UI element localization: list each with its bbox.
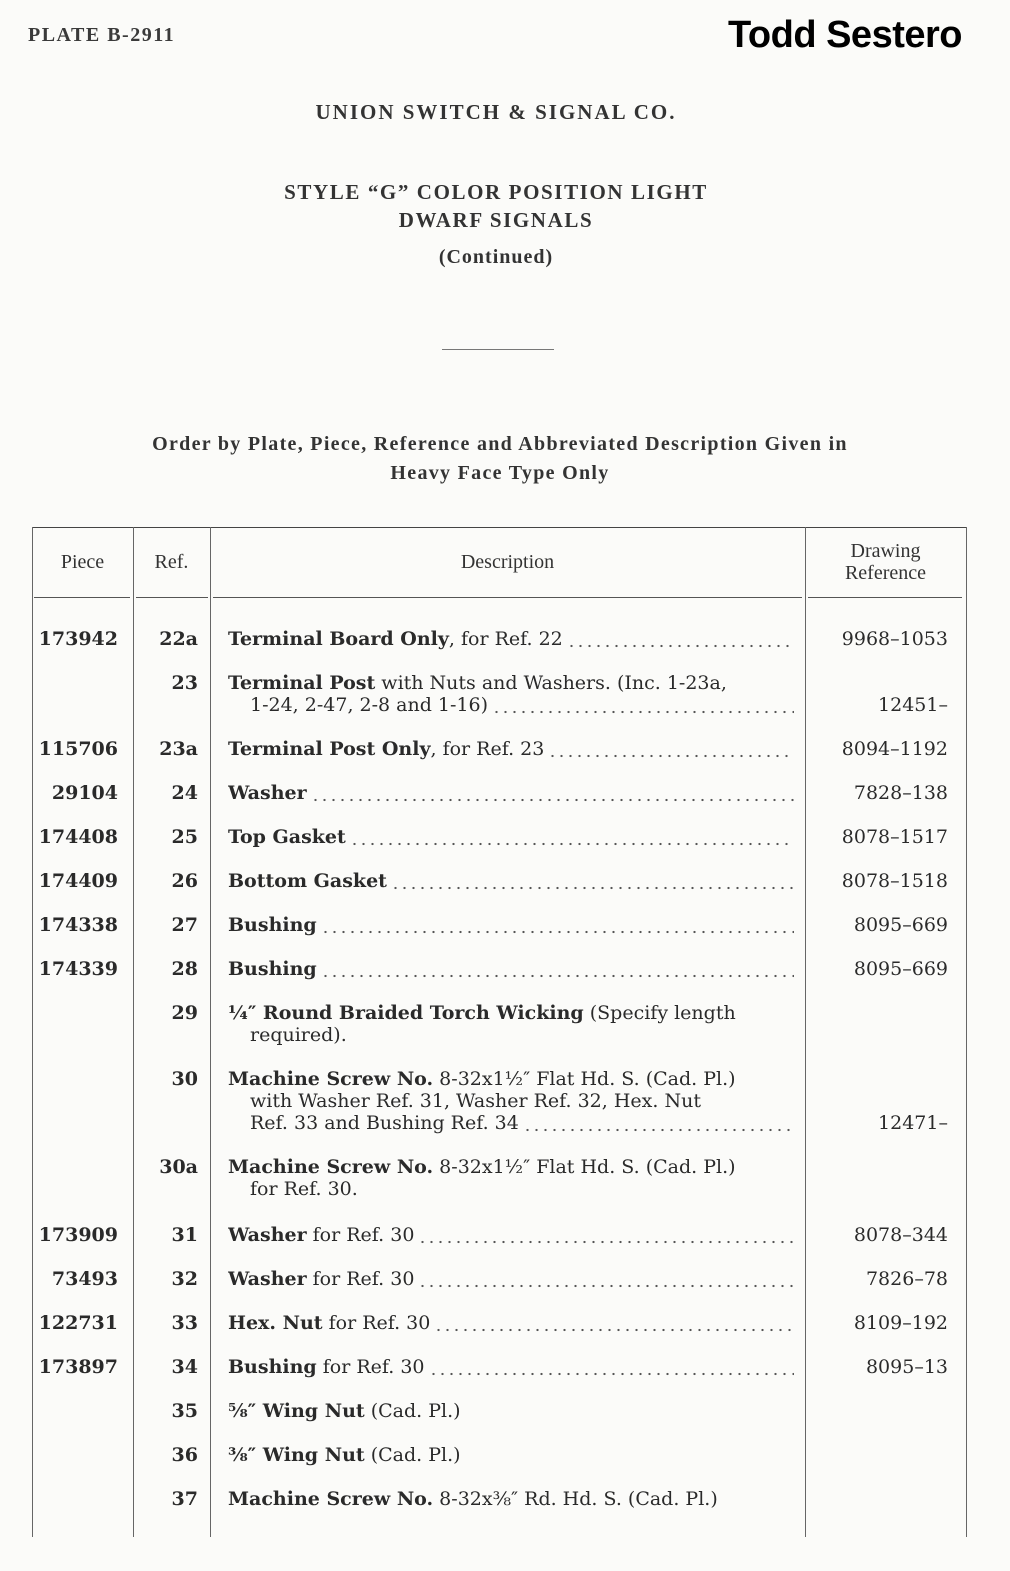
piece-number: 122731 <box>38 1312 118 1334</box>
ref-number: 36 <box>171 1444 198 1466</box>
description-rest: for Ref. 30 <box>306 1224 415 1246</box>
description <box>228 914 794 936</box>
description-bold: Top Gasket <box>228 826 346 848</box>
drawing-reference: 8078–1517 <box>841 826 948 848</box>
description <box>228 672 794 716</box>
description-bold: Bushing <box>228 958 317 980</box>
drawing-reference: 8078–1518 <box>841 870 948 892</box>
drawing-reference: 7826–78 <box>865 1268 948 1290</box>
document-title-line2: DWARF SIGNALS <box>398 208 594 232</box>
drawing-reference: 12451– <box>878 694 948 716</box>
description-bold: Washer <box>228 1268 307 1290</box>
description <box>228 870 794 892</box>
description-bold: Machine Screw No. <box>228 1156 434 1178</box>
description-bold: ⅝″ Wing Nut <box>228 1400 365 1422</box>
ref-number: 30 <box>171 1068 198 1090</box>
ref-number: 27 <box>171 914 198 936</box>
description-bold: Hex. Nut <box>228 1312 323 1334</box>
description-bold: Machine Screw No. <box>228 1488 434 1510</box>
column-header-description: Description <box>460 551 555 573</box>
divider-rule <box>442 349 554 350</box>
dot-leader <box>321 958 794 980</box>
description-bold: Washer <box>228 782 307 804</box>
description <box>228 1444 794 1466</box>
column-divider <box>805 527 806 1537</box>
piece-number: 173897 <box>38 1356 118 1378</box>
order-instructions <box>60 430 940 488</box>
dot-leader <box>391 870 794 892</box>
ref-number: 29 <box>171 1002 198 1024</box>
description-bold: Bushing <box>228 1356 317 1378</box>
order-instructions-line2: Heavy Face Type Only <box>390 462 610 484</box>
drawing-reference: 8109–192 <box>853 1312 948 1334</box>
ref-number: 30a <box>159 1156 198 1178</box>
piece-number: 29104 <box>51 782 118 804</box>
description <box>228 1488 794 1510</box>
description-rest: 8-32x1½″ Flat Hd. S. (Cad. Pl.) <box>433 1156 736 1178</box>
description-rest: , for Ref. 22 <box>448 628 563 650</box>
description <box>228 958 794 980</box>
ref-number: 23 <box>171 672 198 694</box>
drawing-reference: 8078–344 <box>853 1224 948 1246</box>
table-right-border <box>966 527 967 1537</box>
description-bold: ¼″ Round Braided Torch Wicking <box>228 1002 584 1024</box>
drawing-reference: 7828–138 <box>853 782 948 804</box>
description-rest: with Nuts and Washers. (Inc. 1-23a, <box>375 672 727 694</box>
column-header-piece: Piece <box>60 551 105 573</box>
dot-leader <box>548 738 794 760</box>
description <box>228 1156 794 1200</box>
description-continuation: for Ref. 30. <box>250 1178 358 1200</box>
dot-leader <box>492 694 794 716</box>
dot-leader <box>434 1312 794 1334</box>
description-rest: 8-32x⅜″ Rd. Hd. S. (Cad. Pl.) <box>433 1488 718 1510</box>
description-bold: ⅜″ Wing Nut <box>228 1444 365 1466</box>
description-rest: (Specify length <box>583 1002 736 1024</box>
header-underline <box>213 597 802 598</box>
piece-number: 174409 <box>38 870 118 892</box>
description-bold: Terminal Post Only <box>228 738 431 760</box>
drawing-reference: 9968–1053 <box>841 628 948 650</box>
ref-number: 34 <box>171 1356 198 1378</box>
description-continuation: 1-24, 2-47, 2-8 and 1-16) <box>250 694 489 716</box>
header-underline <box>34 597 130 598</box>
piece-number: 174338 <box>38 914 118 936</box>
piece-number: 174408 <box>38 826 118 848</box>
description <box>228 628 794 650</box>
piece-number: 173909 <box>38 1224 118 1246</box>
drawing-reference: 8095–669 <box>853 914 948 936</box>
column-divider <box>210 527 211 1537</box>
ref-number: 37 <box>171 1488 198 1510</box>
description-bold: Terminal Board Only <box>228 628 449 650</box>
drawing-reference: 8094–1192 <box>841 738 948 760</box>
piece-number: 173942 <box>38 628 118 650</box>
column-header-ref: Ref. <box>154 551 189 573</box>
ref-number: 22a <box>159 628 198 650</box>
document-title-line1: STYLE “G” COLOR POSITION LIGHT <box>284 180 708 204</box>
description <box>228 1312 794 1334</box>
dot-leader <box>418 1224 794 1246</box>
dot-leader <box>418 1268 794 1290</box>
description-rest: , for Ref. 23 <box>430 738 545 760</box>
description-bold: Bushing <box>228 914 317 936</box>
description <box>228 1002 794 1046</box>
description <box>228 1400 794 1422</box>
ref-number: 32 <box>171 1268 198 1290</box>
dot-leader <box>321 914 794 936</box>
description <box>228 1224 794 1246</box>
ref-number: 31 <box>171 1224 198 1246</box>
description-rest: 8-32x1½″ Flat Hd. S. (Cad. Pl.) <box>433 1068 736 1090</box>
parts-table <box>32 527 966 1537</box>
description-rest: (Cad. Pl.) <box>364 1444 461 1466</box>
owner-name: Todd Sestero <box>728 14 962 56</box>
dot-leader <box>350 826 794 848</box>
description-rest: for Ref. 30 <box>322 1312 431 1334</box>
ref-number: 24 <box>171 782 198 804</box>
drawing-reference: 8095–669 <box>853 958 948 980</box>
table-left-border <box>32 527 33 1537</box>
description <box>228 738 794 760</box>
dot-leader <box>311 782 794 804</box>
description-continuation: with Washer Ref. 31, Washer Ref. 32, Hex. Nut <box>250 1090 701 1112</box>
ref-number: 28 <box>171 958 198 980</box>
drawing-header-line1: Drawing <box>850 540 921 562</box>
piece-number: 174339 <box>38 958 118 980</box>
plate-number: PLATE B-2911 <box>28 24 176 46</box>
description-bold: Washer <box>228 1224 307 1246</box>
piece-number: 115706 <box>38 738 118 760</box>
description-rest: (Cad. Pl.) <box>364 1400 461 1422</box>
description <box>228 1356 794 1378</box>
drawing-reference: 12471– <box>878 1112 948 1134</box>
company-name: UNION SWITCH & SIGNAL CO. <box>315 100 677 124</box>
description-bold: Machine Screw No. <box>228 1068 434 1090</box>
ref-number: 23a <box>159 738 198 760</box>
dot-leader <box>523 1112 794 1134</box>
description-bold: Terminal Post <box>228 672 376 694</box>
dot-leader <box>567 628 794 650</box>
header-underline <box>808 597 962 598</box>
column-header-drawing-reference <box>805 527 966 597</box>
description <box>228 782 794 804</box>
description-continuation: required). <box>250 1024 347 1046</box>
description <box>228 826 794 848</box>
piece-number: 73493 <box>51 1268 118 1290</box>
description-bold: Bottom Gasket <box>228 870 387 892</box>
ref-number: 25 <box>171 826 198 848</box>
continued-label: (Continued) <box>438 246 554 268</box>
header-underline <box>136 597 208 598</box>
drawing-reference: 8095–13 <box>865 1356 948 1378</box>
description-continuation: Ref. 33 and Bushing Ref. 34 <box>250 1112 519 1134</box>
ref-number: 33 <box>171 1312 198 1334</box>
description <box>228 1268 794 1290</box>
description-rest: for Ref. 30 <box>316 1356 425 1378</box>
drawing-header-line2: Reference <box>844 562 927 584</box>
description <box>228 1068 794 1134</box>
description-rest: for Ref. 30 <box>306 1268 415 1290</box>
order-instructions-line1: Order by Plate, Piece, Reference and Abbreviated Description Given in <box>152 433 848 455</box>
dot-leader <box>429 1356 795 1378</box>
ref-number: 26 <box>171 870 198 892</box>
ref-number: 35 <box>171 1400 198 1422</box>
